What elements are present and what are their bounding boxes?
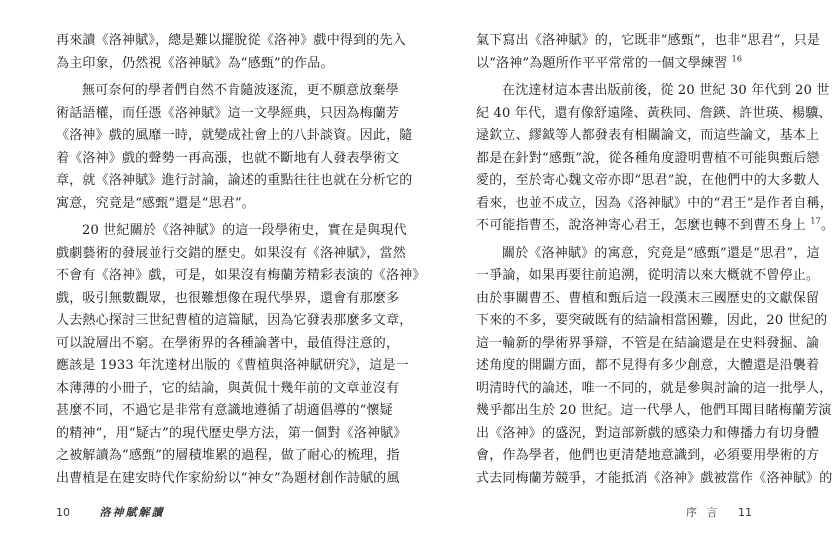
right-page (476, 30, 834, 500)
text-line: 戲劇藝術的發展並行交錯的歷史。如果沒有《洛神賦》，當然 (56, 245, 406, 261)
running-title: 洛神賦解讀 (99, 506, 165, 519)
page-number: 11 (738, 506, 752, 519)
text-line: 的精神”，用“疑古”的現代歷史學方法，第一個對《洛神賦》 (56, 425, 407, 441)
text-line: 出曹植是在建安時代作家紛紛以“神女”為題材創作詩賦的風 (56, 470, 400, 486)
text-line: 以“洛神”為題所作平平常常的一個文學練習 (476, 55, 728, 71)
text-line: 無可奈何的學者們自然不肯隨波逐流，更不願意放棄學 (82, 83, 399, 98)
text-line: 人去熱心探討三世紀曹植的這篇賦，因為它發表那麼多文章， (56, 313, 413, 328)
text-line-with-footnote (476, 53, 772, 76)
right-page-footer (686, 504, 752, 520)
text-line: 述角度的開闢方面，都不見得有多少創意，大體還是沿襲着 (476, 358, 820, 373)
text-line: 式去同梅蘭芳競爭，才能抵消《洛神》戲被當作《洛神賦》的 (476, 470, 833, 486)
paragraph (56, 80, 413, 215)
text-line: 本薄薄的小冊子，它的結論，與黃侃十幾年前的文章並沒有 (56, 380, 400, 396)
text-line: 不可能指曹丕，說洛神寄心君王，怎麼也轉不到曹丕身上 (476, 218, 807, 233)
paragraph (476, 243, 833, 491)
text-line: 再來讀《洛神賦》，總是難以擺脫從《洛神》戲中得到的先入 (56, 33, 406, 48)
text-line: 20 世紀關於《洛神賦》的這一段學術史，實在是與現代 (82, 223, 407, 238)
text-line: 逯欽立、繆鉞等人都發表有相關論文，而這些論文，基本上 (476, 128, 820, 143)
text-line: 《洛神》戲的風靡一時，就變成社會上的八卦談資。因此，隨 (56, 128, 413, 143)
text-line: 出《洛神》的盛況，對這部新戲的感染力和傳播力有切身體 (476, 425, 820, 441)
left-page (56, 30, 426, 500)
text-line: 之被解讀為“感甄”的層積堆累的過程，做了耐心的梳理，指 (56, 448, 400, 463)
text-line: 會，作為學者，他們也更清楚地意識到，必須要用學術的方 (476, 448, 820, 463)
text-line: 着《洛神》戲的聲勢一再高漲，也就不斷地有人發表學術文 (56, 150, 400, 166)
paragraph (56, 220, 426, 490)
text-line: 紀 40 年代，還有像舒遠隆、黃秩同、詹鍈、許世瑛、楊驥、 (476, 105, 832, 121)
text-line: 這一輪新的學術界爭辯，不管是在結論還是在史料發掘、論 (476, 335, 820, 351)
text-line: 為主印象，仍然視《洛神賦》為“感甄”的作品。 (56, 55, 334, 71)
left-page-footer (56, 504, 165, 520)
text-line: 寓意，究竟是“感甄”還是“思君”。 (56, 195, 255, 211)
text-line: 下來的不多，要突破既有的結論相當困難，因此，20 世紀的 (476, 313, 828, 328)
text-line: 氣下寫出《洛神賦》的，它既非“感甄”，也非“思君”，只是 (476, 33, 821, 48)
text-line: 關於《洛神賦》的寓意，究竟是“感甄”還是“思君”，這 (502, 245, 820, 261)
text-line: 一爭論，如果再要往前追溯，從明清以來大概就不曾停止。 (476, 268, 820, 283)
text-line: 看來，也並不成立，因為《洛神賦》中的“君王”是作者自稱， (476, 195, 833, 211)
running-title: 序 言 (686, 506, 721, 519)
text-line: 章，就《洛神賦》進行討論，論述的重點往往也就在分析它的 (56, 173, 413, 188)
footnote-ref[interactable]: 16 (731, 54, 743, 64)
text-line: 可以說層出不窮。在學術界的各種論著中，最值得注意的， (56, 335, 400, 351)
paragraph (56, 30, 406, 75)
paragraph (476, 30, 821, 75)
footnote-ref[interactable]: 17 (810, 216, 821, 226)
text-line: 都是在針對“感甄”說，從各種角度證明曹植不可能與甄后戀 (476, 150, 820, 166)
text-line: 明清時代的論述，唯一不同的，就是參與討論的這一批學人， (476, 380, 833, 396)
text-line: 愛的，至於寄心魏文帝亦即“思君”說，在他們中的大多數人 (476, 173, 820, 188)
page-number: 10 (56, 506, 70, 519)
text-line: 應該是 1933 年沈達材出版的《曹植與洛神賦研究》，這是一 (56, 358, 409, 373)
text-line: 在沈達材這本書出版前後，從 20 世紀 30 年代到 20 世 (502, 83, 830, 98)
text-line: 由於事關曹丕、曹植和甄后這一段漢末三國歷史的文獻保留 (476, 290, 820, 306)
text-line: 甚麼不同，不過它是非常有意識地遵循了胡適倡導的“懷疑 (56, 403, 393, 418)
text-line: 不會有《洛神》戲，可是，如果沒有梅蘭芳精彩表演的《洛神》 (56, 268, 426, 283)
text-line: 戲，吸引無數觀眾，也很難想像在現代學界，還會有那麼多 (56, 290, 400, 306)
text-line: 幾乎都出生於 20 世紀。這一代學人，他們耳聞目睹梅蘭芳演 (476, 403, 832, 418)
paragraph (476, 80, 834, 238)
text-line-with-footnote: 不可能指曹丕，說洛神寄心君王，怎麼也轉不到曹丕身上 $^{17}$。 (476, 216, 834, 233)
text-line: 術話語權，而任憑《洛神賦》這一文學經典，只因為梅蘭芳 (56, 105, 400, 121)
